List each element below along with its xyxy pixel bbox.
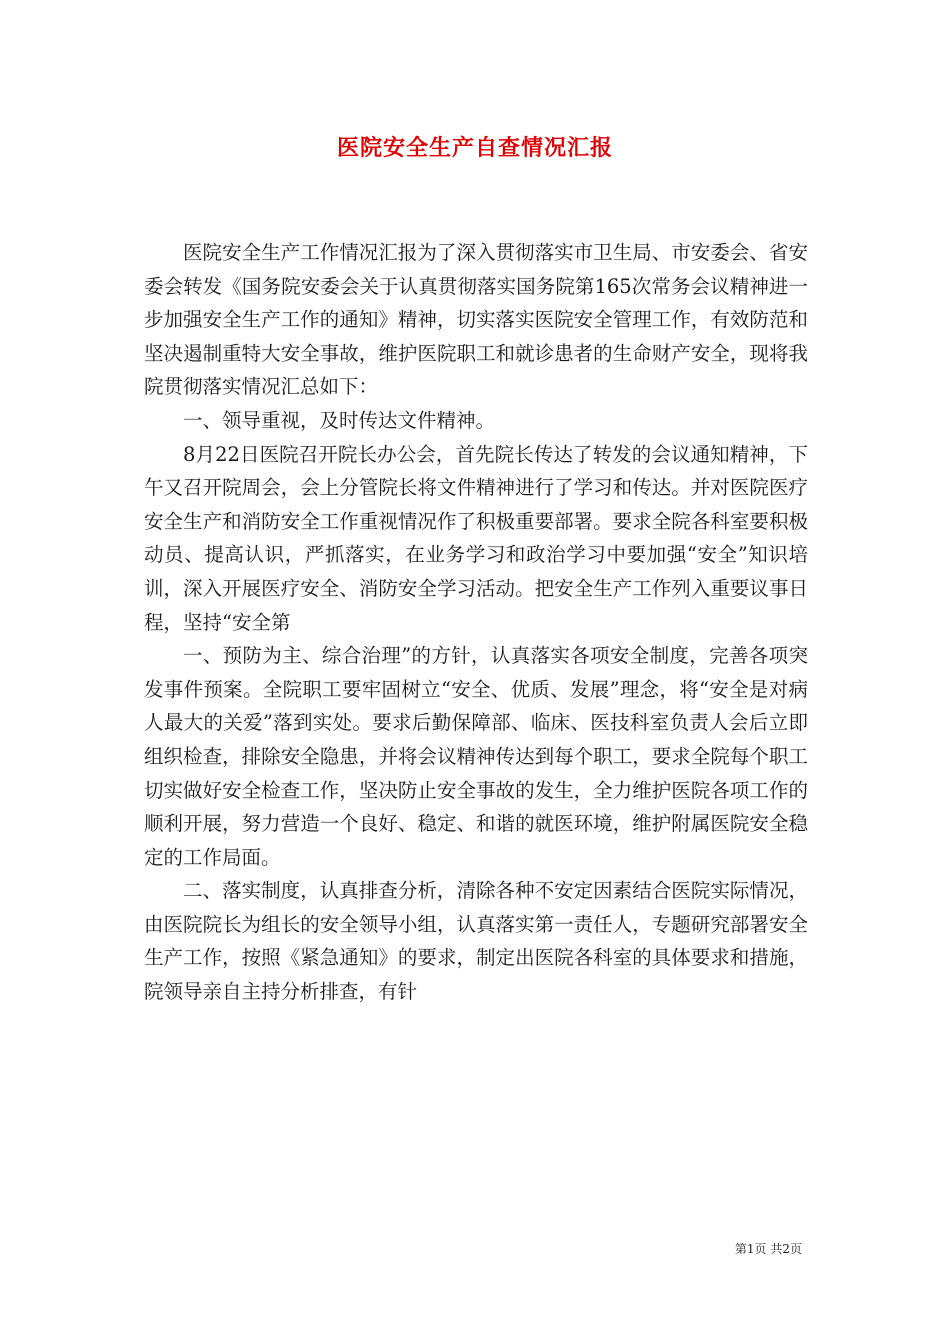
document-body	[144, 236, 808, 1009]
page-total: 2	[782, 1242, 790, 1256]
paragraph-section-2: 二、落实制度，认真排查分析，清除各种不安定因素结合医院实际情况，由医院院长为组长的安全领导小组，认真落实第一责任人，专题研究部署安全生产工作，按照《紧急通知》的要求，制定出医院各科室的具体要求和措施，院领导亲自主持分析排查，有针	[144, 879, 808, 1004]
page-current: 1	[746, 1242, 755, 1256]
page-middle: 页 共	[754, 1242, 783, 1256]
page-suffix: 页	[789, 1242, 802, 1256]
page-prefix: 第	[734, 1242, 747, 1256]
paragraph-meeting: 8月22日医院召开院长办公会，首先院长传达了转发的会议通知精神，下午又召开院周会，会上分管院长将文件精神进行了学习和传达。并对医院医疗安全生产和消防安全工作重视情况作了积极重要部署。要求全院各科室要积极动员、提高认识，严抓落实，在业务学习和政治学习中要加强“安全”知识培训，深入开展医疗安全、消防安全学习活动。把安全生产工作列入重要议事日程，坚持“安全第	[144, 442, 808, 634]
paragraph-intro: 医院安全生产工作情况汇报为了深入贯彻落实市卫生局、市安委会、省安委会转发《国务院安委会关于认真贯彻落实国务院第165次常务会议精神进一步加强安全生产工作的通知》精神，切实落实医院安全管理工作，有效防范和坚决遏制重特大安全事故，维护医院职工和就诊患者的生命财产安全，现将我院贯彻落实情况汇总如下：	[144, 241, 808, 399]
paragraph-policy: 一、预防为主、综合治理”的方针，认真落实各项安全制度，完善各项突发事件预案。全院职工要牢固树立“安全、优质、发展”理念，将“安全是对病人最大的关爱”落到实处。要求后勤保障部、临床、医技科室负责人会后立即组织检查，排除安全隐患，并将会议精神传达到每个职工，要求全院每个职工切实做好安全检查工作，坚决防止安全事故的发生，全力维护医院各项工作的顺利开展，努力营造一个良好、稳定、和谐的就医环境，维护附属医院安全稳定的工作局面。	[144, 644, 808, 869]
page-number-footer	[735, 1241, 802, 1257]
paragraph-section-1-heading: 一、领导重视，及时传达文件精神。	[183, 408, 496, 432]
document-title: 医院安全生产自查情况汇报	[336, 135, 613, 161]
